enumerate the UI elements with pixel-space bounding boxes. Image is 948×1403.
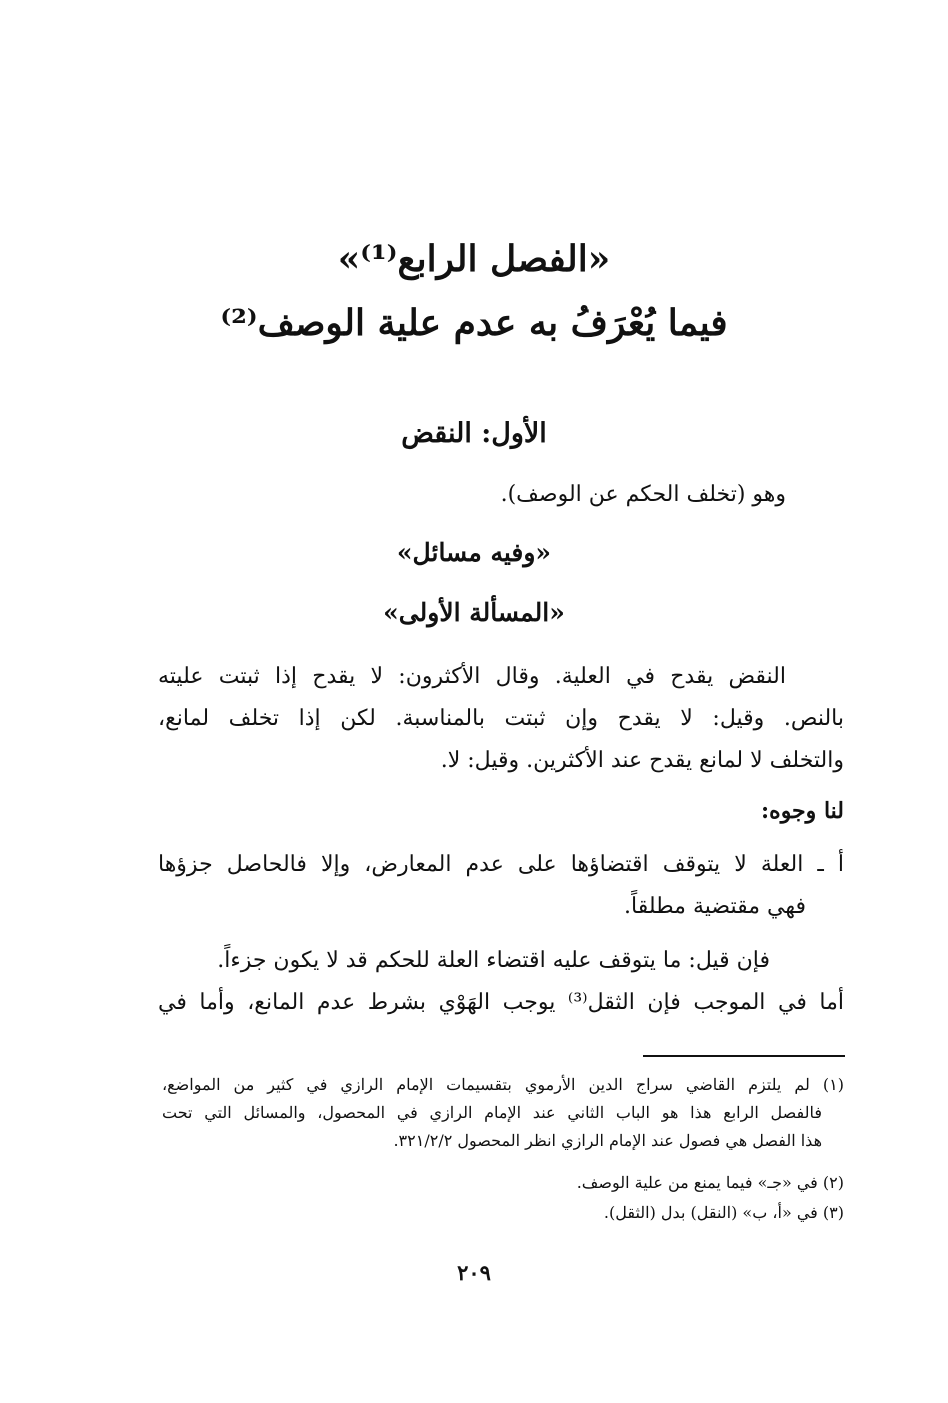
point-line: أ ـ العلة لا يتوقف اقتضاؤها على عدم المعارض، وإلا فالحاصل جزؤها — [158, 852, 845, 877]
section-definition: وهو (تخلف الحكم عن الوصف). — [500, 482, 786, 507]
footnote-line: فالفصل الرابع هذا هو الباب الثاني عند الإمام الرازي في المحصول، والمسائل التي تحت — [162, 1103, 822, 1122]
sub-heading-first-issue: «المسألة الأولى» — [383, 598, 565, 627]
footnote-line: (٣) في «أ، ب» (النقل) بدل (الثقل). — [603, 1203, 844, 1222]
paragraph-line: فإن قيل: ما يتوقف عليه اقتضاء العلة للحكم قد لا يكون جزءاً. — [217, 948, 770, 973]
paragraph-line: والتخلف لا لمانع يقدح عند الأكثرين. وقيل: لا. — [440, 748, 844, 773]
footnote-divider — [643, 1055, 845, 1057]
footnote-line: (٢) في «جـ» فيما يمنع من علية الوصف. — [576, 1173, 844, 1192]
our-reasons-heading: لنا وجوه: — [761, 798, 844, 824]
page-number: ٢٠٩ — [457, 1260, 491, 1285]
footnote-line: هذا الفصل هي فصول عند الإمام الرازي انظر المحصول ٣٢١/٢/٢. — [393, 1131, 822, 1150]
sub-heading-issues: «وفيه مسائل» — [396, 538, 552, 567]
chapter-subtitle: فيما يُعْرَفُ به عدم علية الوصف⁽²⁾ — [220, 302, 728, 344]
paragraph-line: أما في الموجب فإن الثقل⁽³⁾ يوجب الهَوْي بشرط عدم المانع، وأما في — [158, 990, 844, 1015]
footnote-line: (١) لم يلتزم القاضي سراج الدين الأرموي بتقسيمات الإمام الرازي في كثير من المواضع، — [162, 1075, 844, 1094]
paragraph-line: بالنص. وقيل: لا يقدح وإن ثبتت بالمناسبة. لكن إذا تخلف لمانع، — [158, 706, 844, 731]
paragraph-line: النقض يقدح في العلية. وقال الأكثرون: لا يقدح إذا ثبتت عليته — [158, 664, 786, 689]
chapter-title: «الفصل الرابع⁽¹⁾» — [337, 238, 611, 280]
section-heading: الأول: النقض — [401, 418, 547, 449]
point-line: فهي مقتضية مطلقاً. — [624, 894, 806, 919]
